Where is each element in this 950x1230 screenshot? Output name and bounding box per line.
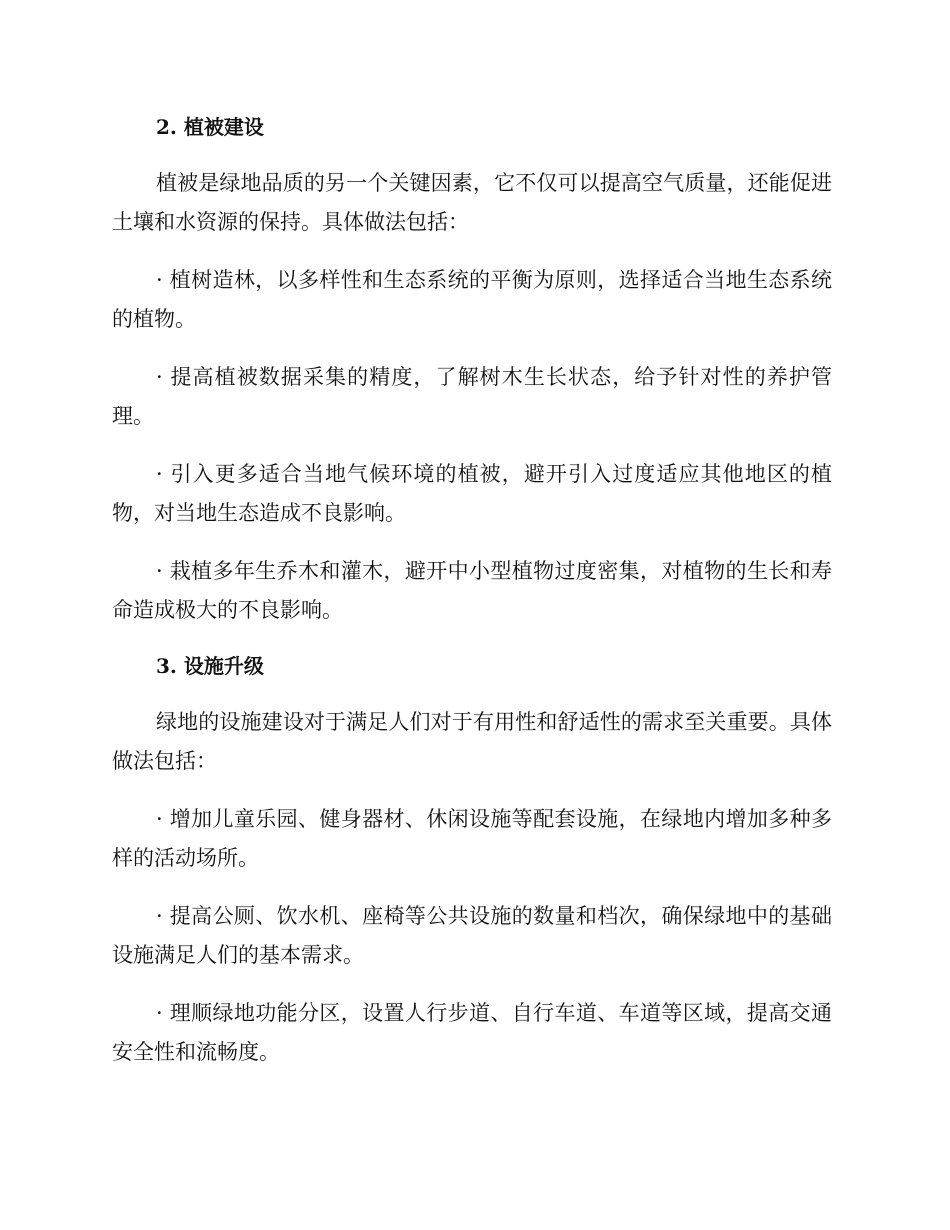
document-page — [112, 110, 832, 1091]
list-item: · 栽植多年生乔木和灌木，避开中小型植物过度密集，对植物的生长和寿命造成极大的不良影响。 — [112, 559, 832, 622]
list-item: · 引入更多适合当地气候环境的植被，避开引入过度适应其他地区的植物，对当地生态造成不良影响。 — [112, 462, 832, 525]
section-intro-facilities: 绿地的设施建设对于满足人们对于有用性和舒适性的需求至关重要。具体做法包括： — [112, 710, 832, 773]
section-intro-vegetation: 植被是绿地品质的另一个关键因素，它不仅可以提高空气质量，还能促进土壤和水资源的保持。具体做法包括： — [112, 171, 832, 234]
section-heading-facilities: 3. 设施升级 — [156, 654, 264, 678]
list-item: · 理顺绿地功能分区，设置人行步道、自行车道、车道等区域，提高交通安全性和流畅度。 — [112, 1001, 832, 1064]
section-heading-vegetation: 2. 植被建设 — [156, 115, 264, 139]
list-item: · 提高植被数据采集的精度，了解树木生长状态，给予针对性的养护管理。 — [112, 365, 832, 428]
list-item: · 增加儿童乐园、健身器材、休闲设施等配套设施，在绿地内增加多种多样的活动场所。 — [112, 807, 832, 870]
list-item: · 植树造林，以多样性和生态系统的平衡为原则，选择适合当地生态系统的植物。 — [112, 268, 832, 331]
list-item: · 提高公厕、饮水机、座椅等公共设施的数量和档次，确保绿地中的基础设施满足人们的基本需求。 — [112, 904, 832, 967]
